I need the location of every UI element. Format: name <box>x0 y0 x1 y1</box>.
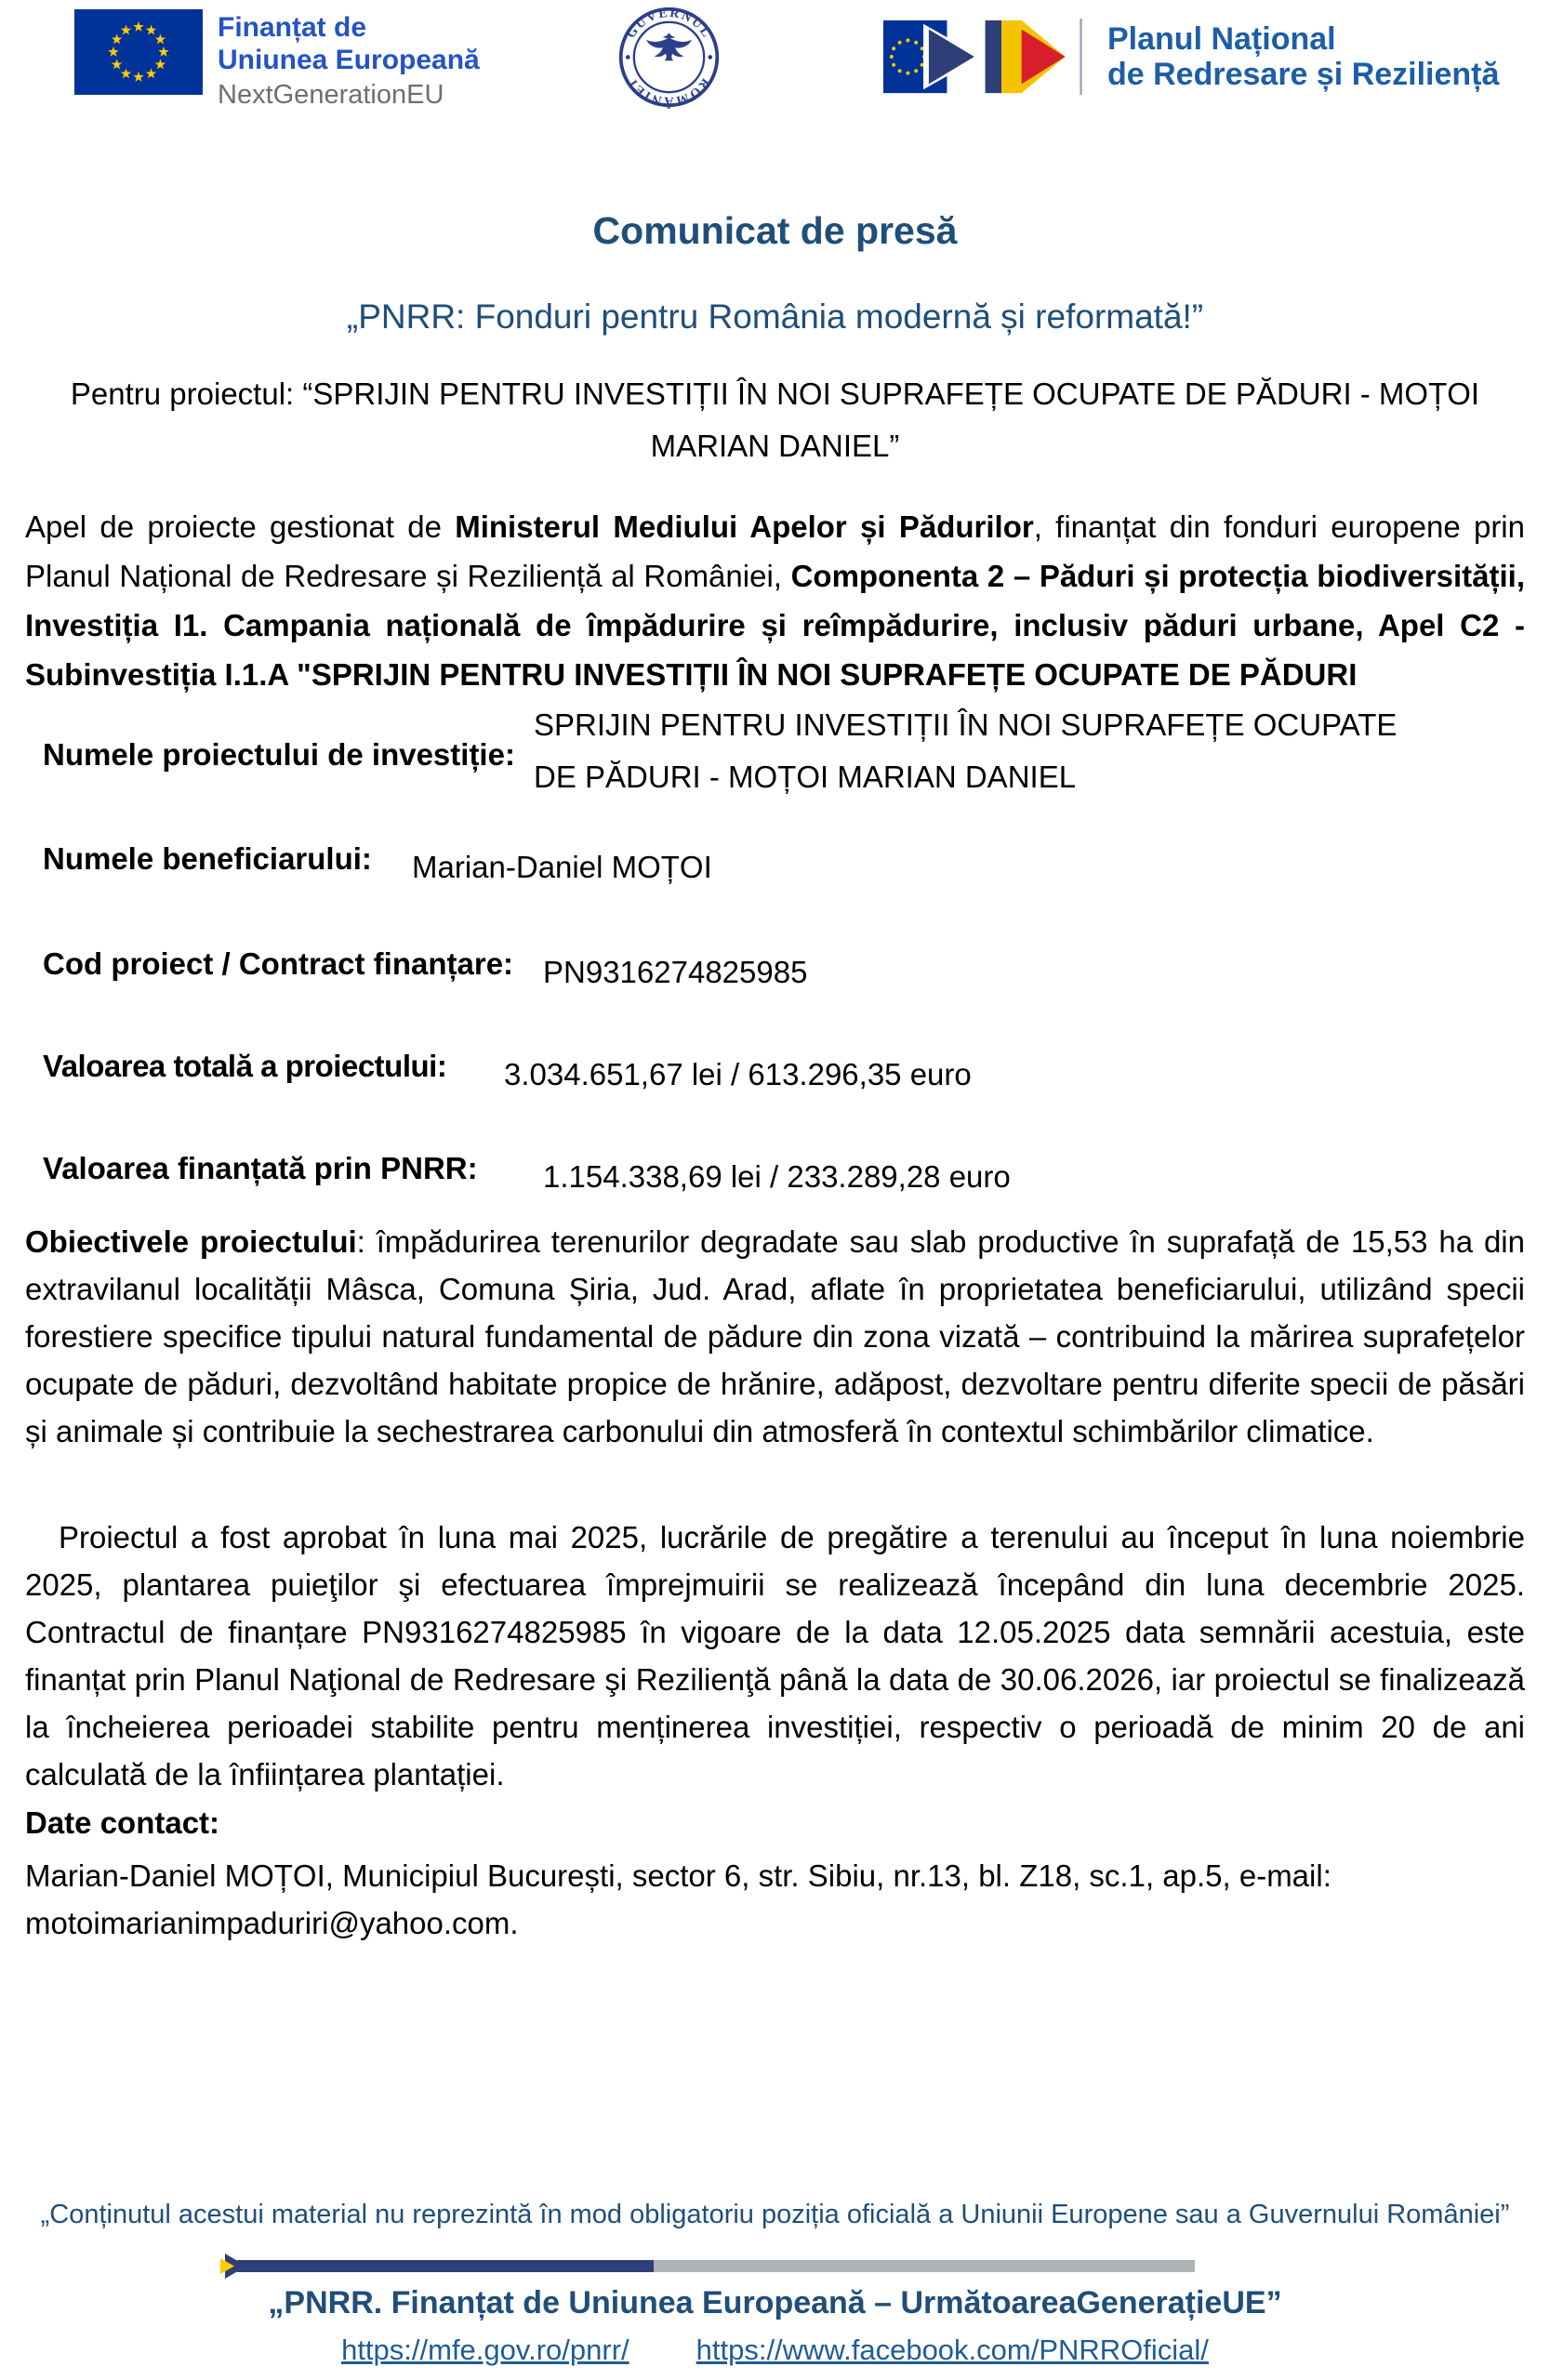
call-seg3: , finanțat din fonduri europene prin Planul Național de Redresare și Reziliență al României, <box>25 509 1525 593</box>
detail-value: 3.034.651,67 lei / 613.296,35 euro <box>504 1057 972 1091</box>
page-subtitle: „PNRR: Fonduri pentru România modernă și reformată!” <box>346 298 1204 336</box>
detail-label: Numele beneficiarului: <box>43 841 372 876</box>
footer-disclaimer: „Conținutul acestui material nu reprezintă în mod obligatoriu poziția oficială a Uniunii Europene sau a Guvernului României” <box>40 2200 1510 2229</box>
pnrr-logo-line2: de Redresare și Reziliență <box>1107 57 1500 92</box>
page-title: Comunicat de presă <box>592 209 958 252</box>
header <box>0 0 1550 126</box>
objectives-text: : împădurirea terenurilor degradate sau slab productive în suprafață de 15,53 ha din extravilanul localității Mâsca, Comuna Șiria, Jud. Arad, aflate în proprietatea beneficiarului, utilizând specii forestiere specifice tipului natural fundamental de pădure din zona vizată – contribuind la mărirea suprafețelor ocupate de păduri, dezvoltând habitate propice de hrănire, adăpost, dezvoltare pentru diferite specii de păsări și animale și contribuie la sechestrarea carbonului din atmosferă în contextul schimbărilor climatice. <box>25 1224 1525 1448</box>
footer-tagline: „PNRR. Finanțat de Uniunea Europeană – UrmătoareaGenerațieUE” <box>268 2285 1282 2320</box>
footer-bar-gray-segment <box>654 2260 1195 2272</box>
seal-text-top: GUVERNUL <box>623 5 715 42</box>
detail-value: SPRIJIN PENTRU INVESTIȚII ÎN NOI SUPRAFEȚE OCUPATE DE PĂDURI - MOȚOI MARIAN DANIEL <box>534 707 1398 794</box>
objectives-paragraph <box>25 1218 1525 1455</box>
eu-flag-icon <box>74 9 203 95</box>
pnrr-arrows-icon <box>883 15 1093 99</box>
footer-bar <box>237 2260 1195 2272</box>
pnrr-logo-line1: Planul Național <box>1107 21 1336 57</box>
detail-label: Valoarea totală a proiectului: <box>43 1049 447 1083</box>
call-seg1: Apel de proiecte gestionat de <box>25 509 456 544</box>
eu-funding-logo <box>74 9 480 112</box>
detail-value: PN9316274825985 <box>543 955 808 989</box>
eu-funding-line2: Uniunea Europeană <box>218 45 480 75</box>
government-seal-icon <box>616 5 722 110</box>
detail-label: Valoarea finanțată prin PNRR: <box>43 1151 478 1185</box>
seal-eagle-icon <box>646 33 692 60</box>
detail-value: Marian-Daniel MOȚOI <box>412 850 712 884</box>
seal-text-bottom: ROMÂNIEI <box>625 75 713 109</box>
contact-text: Marian-Daniel MOȚOI, Municipiul București, sector 6, str. Sibiu, nr.13, bl. Z18, sc.1, ap.5, e-mail: motoimarianimpaduriri@yahoo.com. <box>25 1858 1331 1940</box>
footer-bar-blue-segment <box>237 2260 654 2272</box>
footer-progress-bar <box>220 2254 1212 2279</box>
link-mfe-pnrr[interactable]: https://mfe.gov.ro/pnrr/ <box>341 2334 629 2366</box>
objectives-label: Obiectivele proiectului <box>25 1224 357 1259</box>
call-seg4: Componenta 2 – Păduri și protecția biodiversității, Investiția I1. Campania națională de împădurire și reîmpădurire, inclusiv păduri urbane, Apel C2 - Subinvestiția I.1.A "SPRIJIN PENTRU INVESTIȚII ÎN NOI SUPRAFEȚE OCUPATE DE PĂDURI <box>25 559 1525 692</box>
project-intro: Pentru proiectul: “SPRIJIN PENTRU INVESTIȚII ÎN NOI SUPRAFEȚE OCUPATE DE PĂDURI - MOȚOI MARIAN DANIEL” <box>70 377 1480 463</box>
eu-funding-line1: Finanțat de <box>218 12 367 43</box>
detail-label: Cod proiect / Contract finanțare: <box>43 946 514 981</box>
call-seg2: Ministerul Mediului Apelor și Pădurilor <box>455 509 1034 544</box>
pnrr-logo-text <box>1107 21 1499 92</box>
call-paragraph <box>25 502 1525 699</box>
eu-funding-line3: NextGenerationEU <box>218 80 444 110</box>
pnrr-logo <box>883 15 1499 99</box>
detail-label: Numele proiectului de investiție: <box>43 737 515 772</box>
eu-funding-logo-text <box>218 9 480 112</box>
footer-links <box>0 2334 1550 2367</box>
link-facebook-pnrr[interactable]: https://www.facebook.com/PNRROficial/ <box>696 2334 1209 2366</box>
detail-value: 1.154.338,69 lei / 233.289,28 euro <box>543 1159 1011 1194</box>
contact-heading: Date contact: <box>25 1805 220 1840</box>
timeline-paragraph: Proiectul a fost aprobat în luna mai 2025, lucrările de pregătire a terenului au început în luna noiembrie 2025, plantarea puieţilor şi efectuarea împrejmuirii se realizează începând din luna decembrie 2025. Contractul de finanțare PN9316274825985 în vigoare de la data 12.05.2025 data semnării acestuia, este finanțat prin Planul Naţional de Redresare şi Rezilienţă până la data de 30.06.2026, iar proiectul se finalizează la încheierea perioadei stabilite pentru menținerea investiției, respectiv o perioadă de minim 20 de ani calculată de la înființarea plantației. <box>25 1520 1525 1792</box>
